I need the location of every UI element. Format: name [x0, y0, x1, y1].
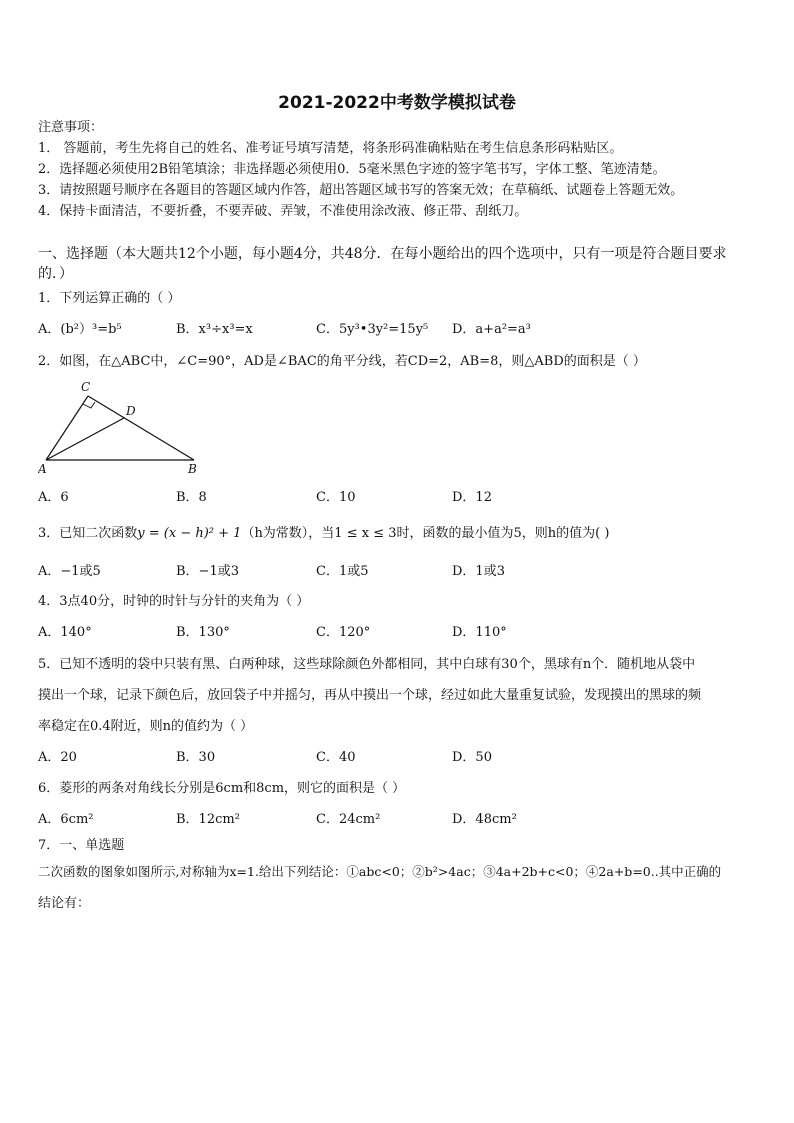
label-b: B: [188, 462, 197, 476]
q4-option-c: C．120°: [316, 625, 371, 640]
q3-option-b: B．−1或3: [176, 564, 239, 579]
q3-stem-b: （h为常数），当1 ≤ x ≤ 3时，函数的最小值为5，则h的值为( ): [241, 526, 610, 541]
q3-option-c: C．1或5: [316, 564, 369, 579]
q3-formula: y = (x − h)² + 1: [137, 526, 242, 541]
q4-stem: 4．3点40分，时钟的时针与分针的夹角为（ ）: [38, 594, 310, 609]
q2-option-b: B．8: [176, 490, 207, 505]
side-ca: [46, 396, 88, 460]
section-heading-line1: 一、选择题（本大题共12个小题，每小题4分，共48分．在每小题给出的四个选项中，只有一项是符合题目要求: [38, 246, 727, 262]
label-d: D: [126, 404, 136, 418]
q1-option-d: D．a+a²=a³: [452, 322, 531, 337]
q6-option-d: D．48cm²: [452, 812, 517, 827]
notice-item-4: 4．保持卡面清洁，不要折叠，不要弄破、弄皱，不准使用涂改液、修正带、刮纸刀。: [38, 204, 528, 219]
q4-option-a: A．140°: [38, 625, 92, 640]
q1-stem: 1．下列运算正确的（ ）: [38, 291, 181, 306]
q1-option-a: A．(b²）³=b⁵: [38, 322, 122, 337]
notice-item-3: 3．请按照题号顺序在各题目的答题区域内作答，超出答题区域书写的答案无效；在草稿纸、试题卷上答题无效。: [38, 183, 684, 198]
q3-stem-a: 3．已知二次函数: [38, 526, 138, 541]
q2-stem: 2．如图，在△ABC中，∠C=90°，AD是∠BAC的角平分线，若CD=2，AB=8，则△ABD的面积是（ ）: [38, 354, 646, 369]
q4-option-b: B．130°: [176, 625, 230, 640]
q7-heading: 7．一、单选题: [38, 838, 125, 853]
q6-stem: 6．菱形的两条对角线长分别是6cm和8cm，则它的面积是（ ）: [38, 781, 406, 796]
q2-option-a: A．6: [38, 490, 69, 505]
q6-option-a: A．6cm²: [38, 812, 94, 827]
q1-option-c: C．5y³•3y²=15y⁵: [316, 322, 429, 337]
triangle-figure: [38, 378, 208, 478]
q4-option-d: D．110°: [452, 625, 507, 640]
q7-line-1: 二次函数的图象如图所示,对称轴为x=1.给出下列结论：①abc<0；②b²>4ac；③4a+2b+c<0；④2a+b=0..其中正确的: [38, 864, 722, 879]
q5-line-3: 率稳定在0.4附近，则n的值约为（ ）: [38, 719, 254, 734]
q5-option-d: D．50: [452, 750, 492, 765]
q5-line-1: 5．已知不透明的袋中只装有黑、白两种球，这些球除颜色外都相同，其中白球有30个，黑球有n个．随机地从袋中: [38, 657, 696, 672]
notice-item-1: 1． 答题前，考生先将自己的姓名、准考证号填写清楚，将条形码准确粘贴在考生信息条形码粘贴区。: [38, 141, 623, 156]
bisector-ad: [46, 418, 124, 460]
q1-option-b: B．x³÷x³=x: [176, 322, 253, 337]
q6-option-b: B．12cm²: [176, 812, 240, 827]
notice-item-2: 2．选择题必须使用2B铅笔填涂；非选择题必须使用0．5毫米黑色字迹的签字笔书写，字体工整、笔迹清楚。: [38, 162, 666, 177]
notice-heading: 注意事项：: [38, 120, 104, 135]
q3-option-a: A．−1或5: [38, 564, 101, 579]
q2-option-c: C．10: [316, 490, 356, 505]
right-angle-mark: [83, 402, 95, 408]
q5-option-b: B．30: [176, 750, 216, 765]
section-heading-line2: 的．）: [38, 266, 73, 282]
q7-line-2: 结论有：: [38, 896, 91, 911]
label-c: C: [81, 380, 91, 394]
side-cb: [88, 396, 194, 460]
q2-option-d: D．12: [452, 490, 492, 505]
q6-option-c: C．24cm²: [316, 812, 381, 827]
label-a: A: [38, 462, 47, 476]
q5-option-a: A．20: [38, 750, 77, 765]
q5-option-c: C．40: [316, 750, 356, 765]
q5-line-2: 摸出一个球，记录下颜色后，放回袋子中并摇匀，再从中摸出一个球，经过如此大量重复试验，发现摸出的黑球的频: [38, 688, 702, 703]
page-title: 2021-2022中考数学模拟试卷: [278, 93, 516, 113]
q3-stem: [38, 526, 609, 542]
q3-option-d: D．1或3: [452, 564, 505, 579]
